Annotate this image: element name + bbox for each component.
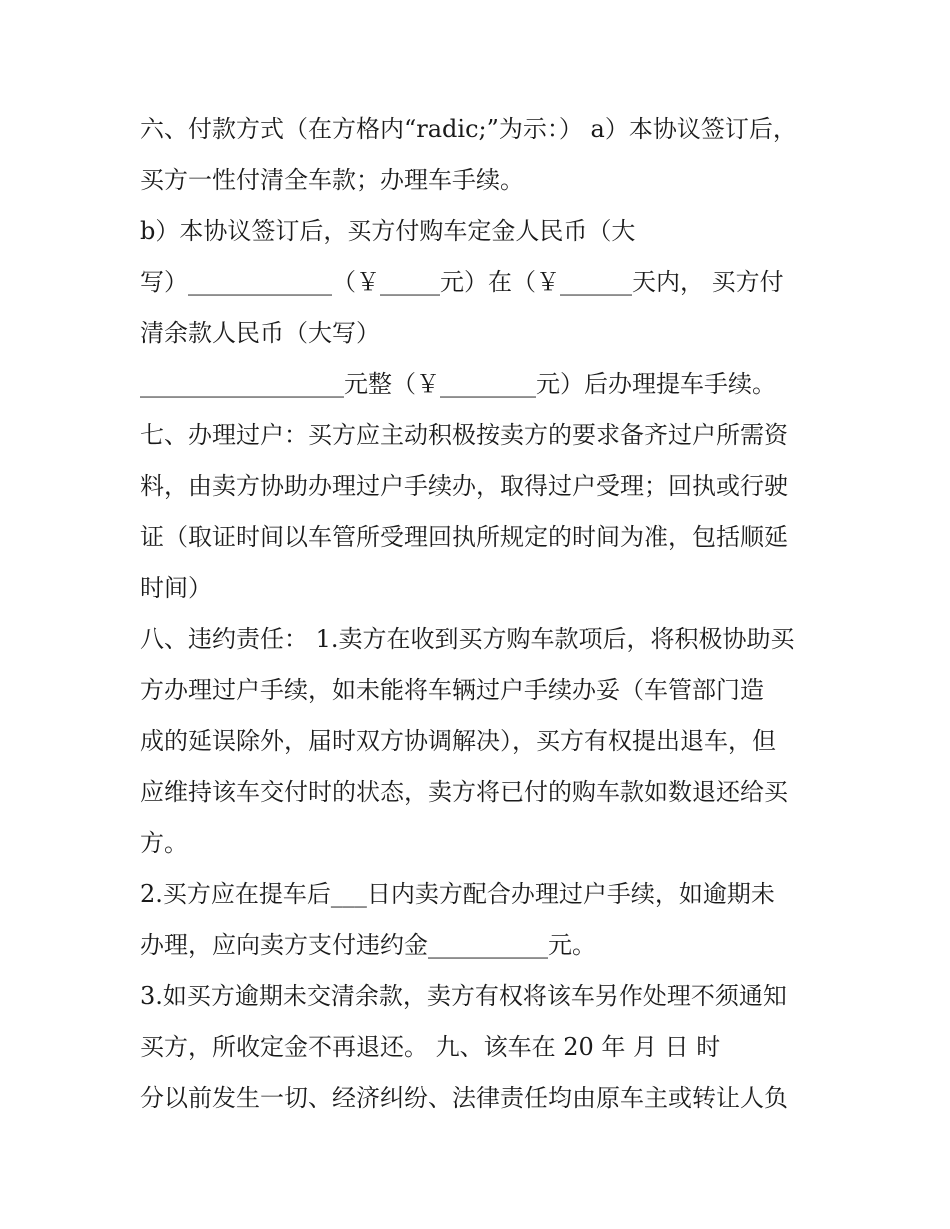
text-line: 七、办理过户：买方应主动积极按卖方的要求备齐过户所需资	[140, 421, 788, 449]
text-line: 买方一性付清全车款；办理车手续。	[140, 166, 524, 194]
text-line: b）本协议签订后，买方付购车定金人民币（大	[140, 217, 636, 245]
text-line: 2.买方应在提车后___日内卖方配合办理过户手续，如逾期未	[140, 880, 775, 908]
text-line: 方。	[140, 829, 188, 857]
text-line: 八、违约责任： 1.卖方在收到买方购车款项后，将积极协助买	[140, 625, 795, 653]
text-line: 清余款人民币（大写）	[140, 319, 380, 347]
text-line: 料，由卖方协助办理过户手续办，取得过户受理；回执或行驶	[140, 472, 788, 500]
text-line: _________________元整（￥________元）后办理提车手续。	[140, 370, 776, 398]
text-line: 写）____________（￥_____元）在（￥______天内， 买方付	[140, 268, 784, 296]
text-line: 时间）	[140, 574, 212, 602]
text-line: 方办理过户手续，如未能将车辆过户手续办妥（车管部门造	[140, 676, 764, 704]
text-line: 办理，应向卖方支付违约金__________元。	[140, 931, 596, 959]
text-line: 3.如买方逾期未交清余款，卖方有权将该车另作处理不须通知	[140, 982, 787, 1010]
text-line: 买方，所收定金不再退还。 九、该车在 20 年 月 日 时	[140, 1033, 721, 1061]
text-line: 成的延误除外，届时双方协调解决），买方有权提出退车，但	[140, 727, 776, 755]
text-line: 分以前发生一切、经济纠纷、法律责任均由原车主或转让人负	[140, 1084, 788, 1112]
document-body	[140, 104, 820, 1124]
text-line: 应维持该车交付时的状态，卖方将已付的购车款如数退还给买	[140, 778, 788, 806]
text-line: 证（取证时间以车管所受理回执所规定的时间为准，包括顺延	[140, 523, 788, 551]
text-line: 六、付款方式（在方格内“radic;”为示：） a）本协议签订后，	[140, 115, 797, 143]
